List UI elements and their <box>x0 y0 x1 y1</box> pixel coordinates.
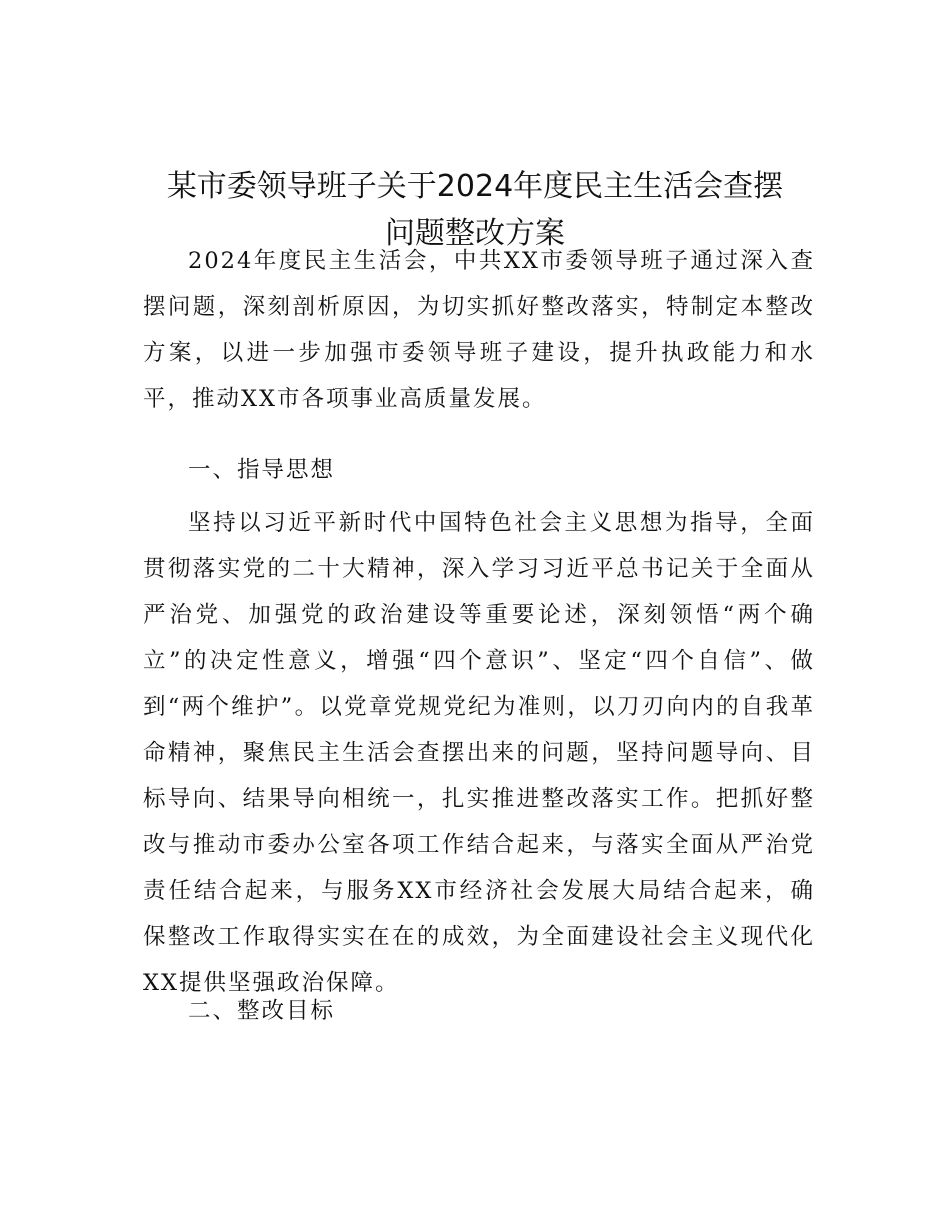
section-heading-guiding-ideology: 一、指导思想 <box>188 457 336 483</box>
section-heading-rectification-goals: 二、整改目标 <box>188 998 336 1024</box>
document-title-line-2: 问题整改方案 <box>385 216 565 251</box>
document-title-line-1: 某市委领导班子关于2024年度民主生活会查摆 <box>166 169 784 204</box>
guiding-ideology-paragraph: 坚持以习近平新时代中国特色社会主义思想为指导，全面贯彻落实党的二十大精神，深入学习习近平总书记关于全面从严治党、加强党的政治建设等重要论述，深刻领悟“两个确立”的决定性意义，增强“四个意识”、坚定“四个自信”、做到“两个维护”。以党章党规党纪为准则，以刀刃向内的自我革命精神，聚焦民主生活会查摆出来的问题，坚持问题导向、目标导向、结果导向相统一，扎实推进整改落实工作。把抓好整改与推动市委办公室各项工作结合起来，与落实全面从严治党责任结合起来，与服务XX市经济社会发展大局结合起来，确保整改工作取得实实在在的成效，为全面建设社会主义现代化XX提供坚强政治保障。 <box>143 510 815 996</box>
intro-paragraph: 2024年度民主生活会，中共XX市委领导班子通过深入查摆问题，深刻剖析原因，为切实抓好整改落实，特制定本整改方案，以进一步加强市委领导班子建设，提升执政能力和水平，推动XX市各项事业高质量发展。 <box>143 248 815 412</box>
